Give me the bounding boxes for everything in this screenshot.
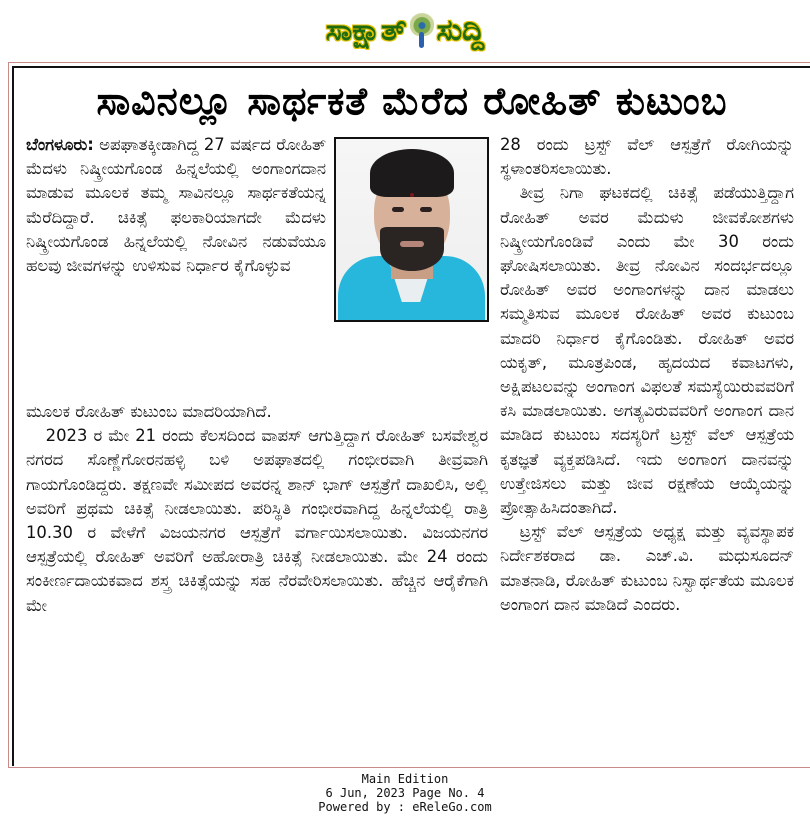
article-border-top bbox=[12, 66, 810, 68]
article-column-right bbox=[500, 133, 794, 617]
article-photo bbox=[334, 137, 489, 322]
publication-logo bbox=[326, 10, 484, 50]
article-headline: ಸಾವಿನಲ್ಲೂ ಸಾರ್ಥಕತೆ ಮೆರೆದ ರೋಹಿತ್ ಕುಟುಂಬ bbox=[96, 79, 728, 123]
article-paragraph: ಮೂಲಕ ರೋಹಿತ್ ಕುಟುಂಬ ಮಾದರಿಯಾಗಿದೆ. bbox=[26, 402, 272, 421]
date-page-label: 6 Jun, 2023 Page No. 4 bbox=[325, 786, 485, 800]
article-border-left bbox=[12, 66, 14, 766]
article-text: ಅಪಘಾತಕ್ಕೀಡಾಗಿದ್ದ 27 ವರ್ಷದ ರೋಹಿತ್ ಮೆದಳು ನಿಷ್ಕ್ರೀಯಗೊಂಡ ಹಿನ್ನಲೆಯಲ್ಲಿ ಅಂಗಾಂಗದಾನ ಮಾಡುವ ಮೂಲಕ ತಮ್ಮ ಸಾವಿನಲ್ಲೂ ಸಾರ್ಥಕತೆಯನ್ನ ಮೆರೆದಿದ್ದಾರೆ. ಚಿಕಿತ್ಸೆ ಫಲಕಾರಿಯಾಗದೇ ಮೆದಳು ನಿಷ್ಕ್ರೀಯಗೊಂಡ ಹಿನ್ನಲೆಯಲ್ಲಿ ನೋವಿನ ನಡುವೆಯೂ ಹಲವು ಜೀವಗಳನ್ನು ಉಳಿಸುವ ನಿರ್ಧಾರ ಕೈಗೊಳ್ಳುವ bbox=[26, 135, 326, 276]
logo-text-left: ಸಾಕ್ಷಾತ್ bbox=[325, 12, 407, 48]
peacock-logo-icon bbox=[409, 10, 435, 50]
page-frame-top bbox=[8, 62, 810, 63]
powered-by-label: Powered by : eReleGo.com bbox=[318, 800, 492, 814]
page-footer bbox=[0, 772, 810, 814]
article-column-left-bottom bbox=[26, 400, 488, 618]
dateline: ಬೆಂಗಳೂರು: bbox=[26, 135, 94, 154]
logo-text-right: ಸುದ್ದಿ bbox=[436, 12, 485, 48]
masthead bbox=[0, 0, 810, 60]
article-paragraph: ಟ್ರಸ್ಟ್ ವೆಲ್ ಆಸ್ಪತ್ರೆಯ ಅಧ್ಯಕ್ಷ ಮತ್ತು ವ್ಯವಸ್ಥಾಪಕ ನಿರ್ದೇಶಕರಾದ ಡಾ. ಎಚ್.ವಿ. ಮಧುಸೂದನ್ ಮಾತನಾಡಿ, ರೋಹಿತ್ ಕುಟುಂಬ ನಿಸ್ವಾರ್ಥತೆಯ ಮೂಲಕ ಅಂಗಾಂಗ ದಾನ ಮಾಡಿದೆ ಎಂದರು. bbox=[500, 522, 794, 614]
article-paragraph: ತೀವ್ರ ನಿಗಾ ಘಟಕದಲ್ಲಿ ಚಿಕಿತ್ಸೆ ಪಡೆಯುತ್ತಿದ್ದಾಗ ರೋಹಿತ್ ಅವರ ಮೆದುಳು ಜೀವಕೋಶಗಳು ನಿಷ್ಕ್ರೀಯಗೊಂಡಿವೆ ಎಂದು ಮೇ 30 ರಂದು ಘೋಷಿಸಲಾಯಿತು. ತೀವ್ರ ನೋವಿನ ಸಂದರ್ಭದಲ್ಲೂ ರೋಹಿತ್ ಅವರ ಅಂಗಾಂಗಳನ್ನು ದಾನ ಮಾಡಲು ಸಮ್ಮತಿಸುವ ಮೂಲಕ ರೋಹಿತ್ ಅವರ ಕುಟುಂಬ ಮಾದರಿ ನಿರ್ಧಾರ ಕೈಗೊಂಡಿತು. ರೋಹಿತ್ ಅವರ ಯಕೃತ್, ಮೂತ್ರಪಿಂಡ, ಹೃದಯದ ಕವಾಟಗಳು, ಅಕ್ಷಿಪಟಲವನ್ನು ಅಂಗಾಂಗ ವಿಫಲತೆ ಸಮಸ್ಯೆಯಿರುವವರಿಗೆ ಕಸಿ ಮಾಡಲಾಯಿತು. ಅಗತ್ಯವಿರುವವರಿಗೆ ಅಂಗಾಂಗ ದಾನ ಮಾಡಿದ ಕುಟುಂಬ ಸದಸ್ಯರಿಗೆ ಟ್ರಸ್ಟ್ ವೆಲ್ ಆಸ್ಪತ್ರೆಯ ಕೃತಜ್ಞತೆ ವ್ಯಕ್ತಪಡಿಸಿದೆ. ಇದು ಅಂಗಾಂಗ ದಾನವನ್ನು ಉತ್ತೇಜಿಸಲು ಮತ್ತು ಜೀವ ರಕ್ಷಣೆಯ ಆಯ್ಕೆಯನ್ನು ಪ್ರೋತ್ಸಾಹಿಸಿದಂತಾಗಿದೆ. bbox=[500, 183, 794, 518]
edition-label: Main Edition bbox=[361, 772, 449, 786]
page-frame-left bbox=[8, 62, 9, 767]
article-column-left-top bbox=[26, 133, 326, 278]
article-paragraph: 2023 ರ ಮೇ 21 ರಂದು ಕೆಲಸದಿಂದ ವಾಪಸ್ ಆಗುತ್ತಿದ್ದಾಗ ರೋಹಿತ್ ಬಸವೇಶ್ವರ ನಗರದ ಸೊಣ್ಣೆಗೋರನಹಳ್ಳಿ ಬಳಿ ಅಪಘಾತದಲ್ಲಿ ಗಂಭೀರವಾಗಿ ತೀವ್ರವಾಗಿ ಗಾಯಗೊಂಡಿದ್ದರು. ತಕ್ಷಣವೇ ಸಮೀಪದ ಅವರನ್ನ ಶಾನ್ ಭಾಗ್ ಆಸ್ಪತ್ರೆಗೆ ದಾಖಲಿಸಿ, ಅಲ್ಲಿ ಅವರಿಗೆ ಪ್ರಥಮ ಚಿಕಿತ್ಸೆ ನೀಡಲಾಯಿತು. ಪರಿಸ್ಥಿತಿ ಗಂಭೀರವಾಗಿದ್ದ ಹಿನ್ನಲೆಯಲ್ಲಿ ರಾತ್ರಿ 10.30 ರ ವೇಳೆಗೆ ವಿಜಯನಗರ ಆಸ್ಪತ್ರೆಗೆ ವರ್ಗಾಯಿಸಲಾಯಿತು. ವಿಜಯನಗರ ಆಸ್ಪತ್ರೆಯಲ್ಲಿ ರೋಹಿತ್ ಅವರಿಗೆ ಅಹೋರಾತ್ರಿ ಚಿಕಿತ್ಸೆ ನೀಡಲಾಯಿತು. ಮೇ 24 ರಂದು ಸಂಕೀರ್ಣದಾಯಕವಾದ ಶಸ್ತ್ರ ಚಿಕಿತ್ಸೆಯನ್ನು ಸಹ ನೆರವೇರಿಸಲಾಯಿತು. ಹೆಚ್ಚಿನ ಆರೈಕೆಗಾಗಿ ಮೇ bbox=[26, 426, 488, 615]
article-paragraph: 28 ರಂದು ಟ್ರಸ್ಟ್ ವೆಲ್ ಆಸ್ಪತ್ರೆಗೆ ರೋಗಿಯನ್ನು ಸ್ಥಳಾಂತರಿಸಲಾಯಿತು. bbox=[500, 135, 794, 179]
page-frame-bottom bbox=[8, 767, 810, 768]
